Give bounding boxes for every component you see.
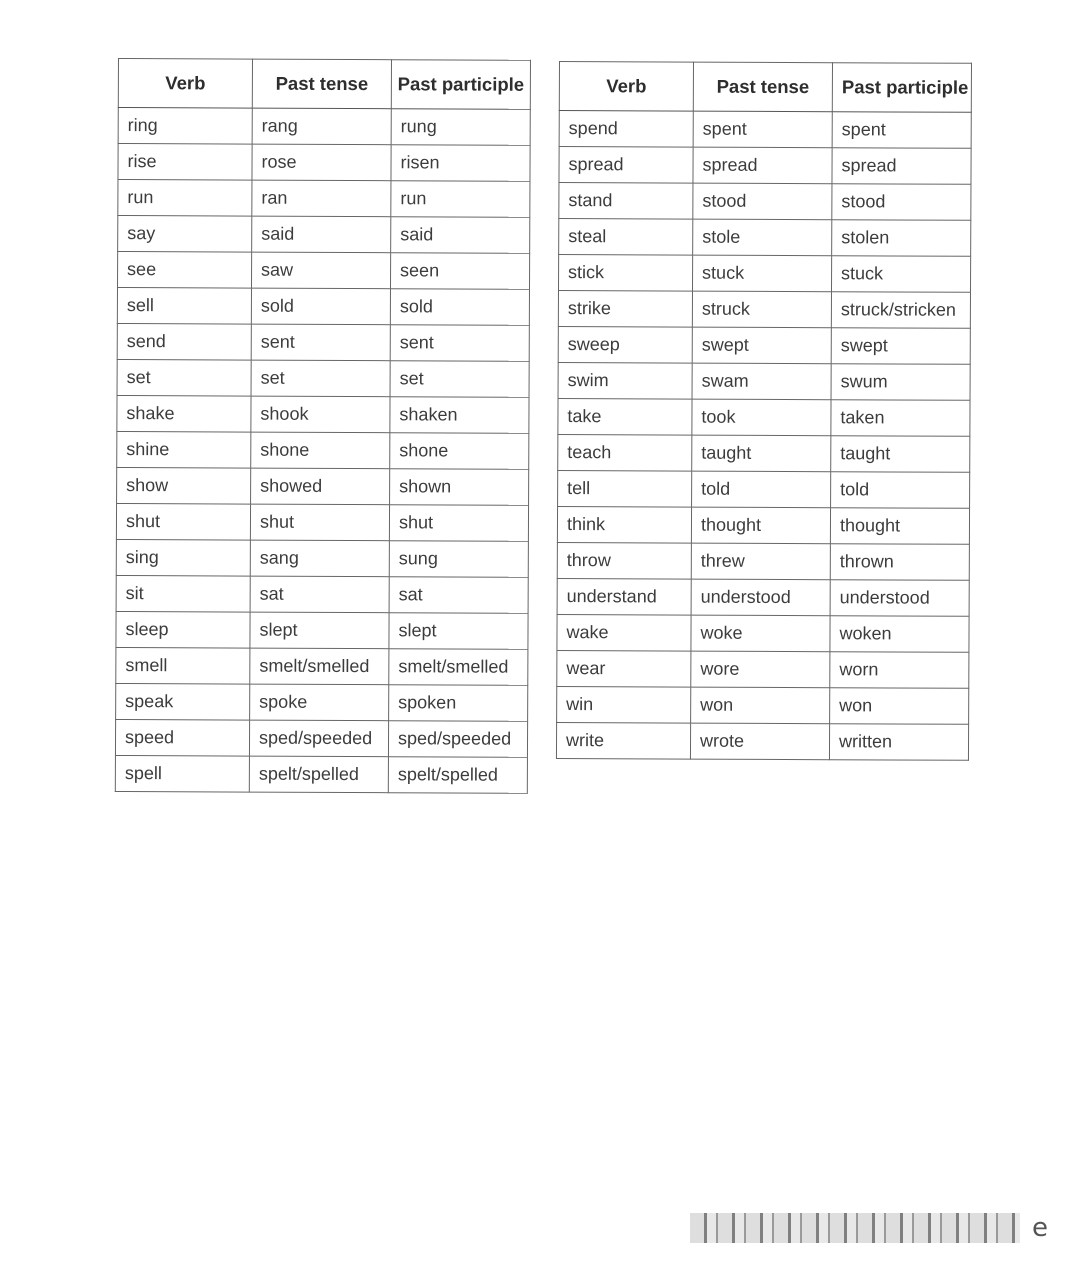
cell-past-tense: shook	[251, 396, 390, 433]
cell-past-participle: slept	[389, 613, 528, 650]
table-row	[117, 431, 529, 469]
table-row	[117, 252, 529, 290]
cell-past-participle: risen	[391, 145, 530, 182]
cell-past-tense: understood	[691, 579, 830, 616]
cell-past-tense: took	[692, 399, 831, 436]
cell-verb: see	[117, 252, 251, 289]
table-row	[557, 686, 969, 724]
header-past-tense: Past tense	[252, 59, 391, 109]
table-row	[558, 434, 970, 472]
cell-verb: spell	[115, 755, 249, 792]
table-row	[116, 611, 528, 649]
cell-past-participle: swept	[831, 328, 970, 365]
cell-past-tense: said	[252, 216, 391, 253]
table-row	[559, 183, 971, 221]
cell-verb: think	[557, 506, 691, 543]
cell-past-participle: taught	[831, 436, 970, 473]
cell-past-participle: said	[391, 217, 530, 254]
cell-past-participle: struck/stricken	[831, 292, 970, 329]
cell-past-tense: spread	[693, 147, 832, 184]
cell-past-tense: told	[692, 471, 831, 508]
cell-verb: steal	[559, 219, 693, 256]
cell-verb: teach	[558, 434, 692, 471]
cell-past-participle: shone	[390, 433, 529, 470]
cell-past-tense: shut	[250, 504, 389, 541]
cell-verb: speed	[115, 719, 249, 756]
cell-past-tense: wore	[691, 651, 830, 688]
table-row	[116, 683, 528, 721]
cell-verb: sit	[116, 575, 250, 612]
cell-verb: stand	[559, 183, 693, 220]
footer-letter: e	[1032, 1213, 1048, 1243]
cell-verb: send	[117, 323, 251, 360]
cell-past-participle: sent	[390, 325, 529, 362]
cell-verb: win	[557, 686, 691, 723]
table-row	[117, 395, 529, 433]
cell-past-tense: set	[251, 360, 390, 397]
table-row	[557, 578, 969, 616]
table-row	[558, 470, 970, 508]
cell-past-participle: taken	[831, 400, 970, 437]
table-row	[117, 467, 529, 505]
header-past-participle: Past participle	[832, 63, 971, 113]
cell-past-participle: understood	[830, 580, 969, 617]
cell-past-tense: ran	[252, 180, 391, 217]
cell-past-participle: spoken	[389, 685, 528, 722]
table-row	[558, 398, 970, 436]
cell-verb: shake	[117, 395, 251, 432]
footer-watermark	[690, 1210, 1060, 1246]
table-row	[116, 575, 528, 613]
cell-past-participle: stood	[832, 184, 971, 221]
cell-verb: smell	[116, 647, 250, 684]
table-row	[117, 323, 529, 361]
cell-verb: understand	[557, 578, 691, 615]
cell-verb: ring	[118, 108, 252, 145]
table-row	[118, 180, 530, 218]
cell-past-tense: rang	[252, 108, 391, 145]
table-row	[118, 144, 530, 182]
cell-past-participle: told	[831, 472, 970, 509]
cell-past-tense: threw	[691, 543, 830, 580]
cell-past-participle: stuck	[831, 256, 970, 293]
table-row	[558, 326, 970, 364]
cell-past-tense: showed	[251, 468, 390, 505]
cell-verb: wake	[557, 614, 691, 651]
cell-verb: spend	[559, 111, 693, 148]
cell-past-tense: sold	[251, 288, 390, 325]
table-row	[559, 147, 971, 185]
cell-verb: write	[556, 722, 690, 759]
cell-verb: stick	[558, 255, 692, 292]
table-row	[557, 650, 969, 688]
cell-past-participle: spread	[832, 148, 971, 185]
table-row	[118, 108, 530, 146]
cell-past-participle: rung	[391, 109, 530, 146]
table-row	[557, 614, 969, 652]
cell-past-participle: worn	[830, 652, 969, 689]
cell-past-tense: taught	[692, 435, 831, 472]
cell-past-participle: shut	[389, 505, 528, 542]
cell-verb: sell	[117, 288, 251, 325]
cell-past-participle: thrown	[830, 544, 969, 581]
cell-past-tense: smelt/smelled	[250, 648, 389, 685]
cell-past-tense: woke	[691, 615, 830, 652]
cell-past-participle: sold	[390, 289, 529, 326]
table-row	[116, 647, 528, 685]
cell-verb: say	[118, 216, 252, 253]
cell-verb: show	[117, 467, 251, 504]
cell-past-participle: thought	[830, 508, 969, 545]
cell-verb: rise	[118, 144, 252, 181]
cell-verb: shine	[117, 431, 251, 468]
cell-past-tense: spoke	[250, 684, 389, 721]
cell-past-tense: sent	[251, 324, 390, 361]
cell-past-participle: swum	[831, 364, 970, 401]
cell-past-tense: stole	[693, 219, 832, 256]
table-row	[115, 755, 527, 793]
cell-past-tense: shone	[251, 432, 390, 469]
cell-past-participle: smelt/smelled	[389, 649, 528, 686]
header-past-participle: Past participle	[391, 60, 530, 110]
cell-past-participle: run	[391, 181, 530, 218]
table-row	[558, 362, 970, 400]
cell-past-participle: woken	[830, 616, 969, 653]
cell-verb: tell	[558, 470, 692, 507]
table-row	[118, 216, 530, 254]
cell-verb: shut	[116, 503, 250, 540]
table-row	[557, 542, 969, 580]
verb-table-left	[115, 58, 531, 794]
cell-verb: sweep	[558, 326, 692, 363]
cell-verb: throw	[557, 542, 691, 579]
cell-past-participle: written	[829, 724, 968, 761]
table-row	[115, 719, 527, 757]
table-row	[559, 219, 971, 257]
cell-past-participle: sped/speeded	[388, 721, 527, 758]
cell-verb: swim	[558, 362, 692, 399]
table-row	[116, 503, 528, 541]
cell-past-tense: wrote	[690, 723, 829, 760]
cell-verb: speak	[116, 683, 250, 720]
cell-verb: sleep	[116, 611, 250, 648]
table-row	[558, 255, 970, 293]
table-row	[117, 359, 529, 397]
cell-past-participle: shaken	[390, 397, 529, 434]
cell-past-participle: sat	[389, 577, 528, 614]
cell-past-tense: won	[691, 687, 830, 724]
cell-past-tense: sat	[250, 576, 389, 613]
header-past-tense: Past tense	[693, 62, 832, 112]
cell-verb: wear	[557, 650, 691, 687]
cell-past-participle: spelt/spelled	[388, 757, 527, 794]
cell-verb: set	[117, 359, 251, 396]
cell-past-participle: spent	[832, 112, 971, 149]
cell-verb: take	[558, 398, 692, 435]
table-row	[559, 111, 971, 149]
header-verb: Verb	[559, 62, 693, 112]
cell-past-tense: rose	[252, 144, 391, 181]
cell-past-participle: shown	[390, 469, 529, 506]
cell-past-tense: stuck	[692, 255, 831, 292]
cell-past-tense: sped/speeded	[249, 720, 388, 757]
cell-verb: sing	[116, 539, 250, 576]
cell-past-tense: spent	[693, 111, 832, 148]
cell-verb: strike	[558, 291, 692, 328]
cell-past-tense: saw	[251, 252, 390, 289]
table-row	[557, 506, 969, 544]
cell-past-tense: thought	[691, 507, 830, 544]
cell-past-tense: slept	[250, 612, 389, 649]
header-verb: Verb	[118, 59, 252, 109]
cell-past-tense: sang	[250, 540, 389, 577]
table-row	[556, 722, 968, 760]
cell-past-participle: seen	[390, 253, 529, 290]
cell-past-participle: set	[390, 361, 529, 398]
table-row	[117, 288, 529, 326]
table-header-row	[559, 62, 971, 113]
cell-verb: spread	[559, 147, 693, 184]
table-row	[558, 291, 970, 329]
table-header-row	[118, 59, 530, 110]
verb-table-right	[556, 61, 972, 761]
cell-past-tense: stood	[693, 183, 832, 220]
cell-past-tense: swam	[692, 363, 831, 400]
cell-verb: run	[118, 180, 252, 217]
table-row	[116, 539, 528, 577]
cell-past-tense: spelt/spelled	[249, 756, 388, 793]
watermark-logo	[690, 1213, 1020, 1243]
cell-past-participle: stolen	[832, 220, 971, 257]
cell-past-participle: sung	[389, 541, 528, 578]
cell-past-tense: struck	[692, 291, 831, 328]
cell-past-participle: won	[830, 688, 969, 725]
cell-past-tense: swept	[692, 327, 831, 364]
